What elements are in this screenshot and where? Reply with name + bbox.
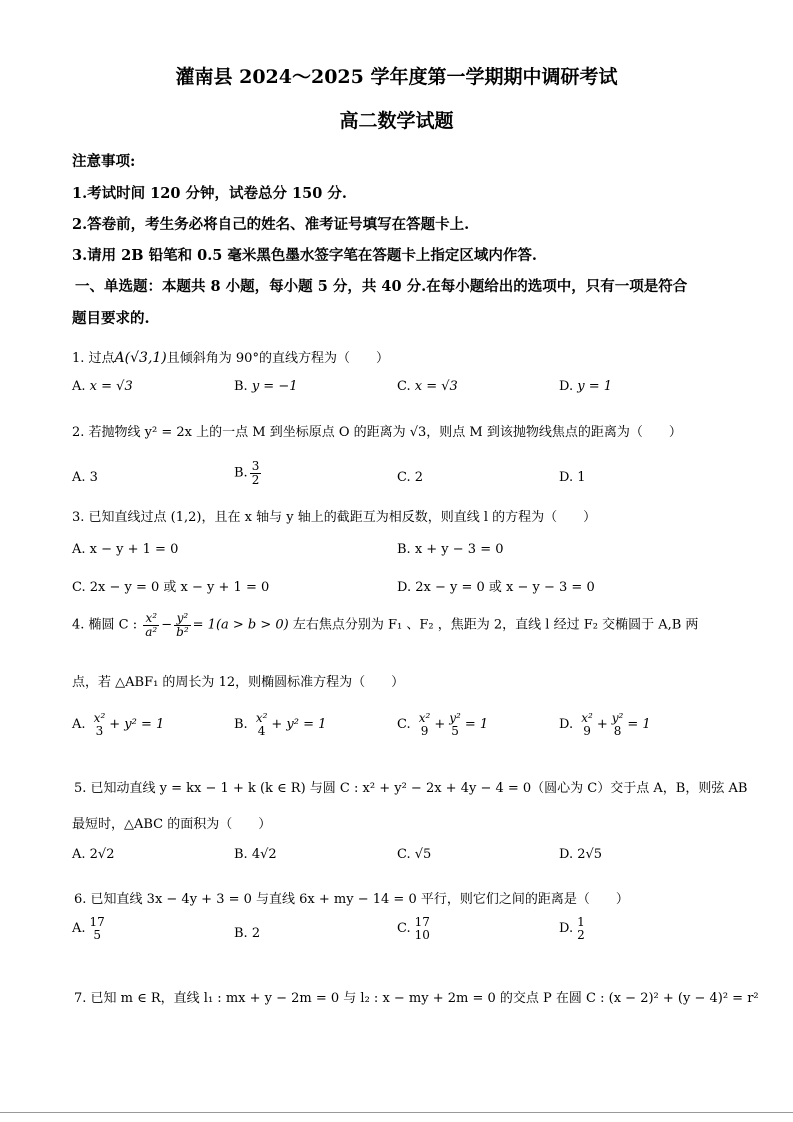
q1-number: 1. 过点 xyxy=(72,351,115,366)
question-3: 3. 已知直线过点 (1,2)，且在 x 轴与 y 轴上的截距互为相反数，则直线 l 的方程为（ ） xyxy=(72,510,597,525)
q4-option-b: B. x² 4 + y² = 1 xyxy=(234,711,327,738)
page-bottom-rule xyxy=(0,1112,793,1113)
notice-heading: 注意事项: xyxy=(72,153,136,170)
section-heading-line1: 一、单选题：本题共 8 小题，每小题 5 分，共 40 分.在每小题给出的选项中，只有一项是符合 xyxy=(75,278,688,295)
q6-option-b: B. 2 xyxy=(234,926,261,941)
q6-option-c: C. 17 10 xyxy=(397,915,430,942)
notice-item-3: 3.请用 2B 铅笔和 0.5 毫米黑色墨水签字笔在答题卡上指定区域内作答. xyxy=(72,247,537,264)
q6-option-d: D. 1 2 xyxy=(559,915,585,942)
q4-option-c: C. x² 9 + y² 5 = 1 xyxy=(397,711,489,738)
q2-option-d: D. 1 xyxy=(559,470,586,485)
q1-option-b: B. y = −1 xyxy=(234,379,298,394)
q1-option-c: C. x = √3 xyxy=(397,379,458,394)
q3-option-c: C. 2x − y = 0 或 x − y + 1 = 0 xyxy=(72,580,270,595)
q3-option-d: D. 2x − y = 0 或 x − y − 3 = 0 xyxy=(397,580,595,595)
question-1 xyxy=(72,347,389,366)
question-4-line2: 点，若 △ABF₁ 的周长为 12，则椭圆标准方程为（ ） xyxy=(72,675,405,690)
q6-option-a: A. 17 5 xyxy=(72,915,105,942)
q5-option-c: C. √5 xyxy=(397,847,432,862)
exam-subtitle: 高二数学试题 xyxy=(339,110,454,132)
notice-item-1: 1.考试时间 120 分钟，试卷总分 150 分. xyxy=(72,185,347,202)
q2-option-a: A. 3 xyxy=(72,470,98,485)
q5-option-d: D. 2√5 xyxy=(559,847,603,862)
exam-title: 灌南县 2024～2025 学年度第一学期期中调研考试 xyxy=(175,66,618,88)
q4-option-d: D. x² 9 + y² 8 = 1 xyxy=(559,711,651,738)
q2-option-b: B. $\frac{3}{2}$ xyxy=(234,459,260,487)
question-5-line2: 最短时，△ABC 的面积为（ ） xyxy=(72,817,272,832)
question-2: 2. 若抛物线 y² = 2x 上的一点 M 到坐标原点 O 的距离为 √3，则点 M 到该抛物线焦点的距离为（ ） xyxy=(72,425,682,440)
q5-option-b: B. 4√2 xyxy=(234,847,277,862)
question-4: 4. 椭圆 C : $\frac{\text{x²}}{\text{a²}}$ − $\frac{\text{y²}}{\text{b²}}$ = 1(a > b > 0) 左右焦点分别为 F₁ 、F₂ ，焦距为 2，直线 l 经过 F₂ 交椭圆于 A,B 两 xyxy=(72,611,699,639)
q1-text: 且倾斜角为 90°的直线方程为（ ） xyxy=(166,351,389,366)
q2-option-c: C. 2 xyxy=(397,470,424,485)
question-7: 7. 已知 m ∈ R，直线 l₁ : mx + y − 2m = 0 与 l₂ : x − my + 2m = 0 的交点 P 在圆 C : (x − 2)² + (y − 4)² = r² xyxy=(74,991,759,1006)
q3-option-a: A. x − y + 1 = 0 xyxy=(72,542,179,557)
question-6: 6. 已知直线 3x − 4y + 3 = 0 与直线 6x + my − 14 = 0 平行，则它们之间的距离是（ ） xyxy=(74,892,629,907)
section-heading-line2: 题目要求的. xyxy=(72,310,150,327)
q1-option-d: D. y = 1 xyxy=(559,379,613,394)
q1-point: A(√3,1) xyxy=(114,350,167,366)
q4-option-a: A. x² 3 + y² = 1 xyxy=(72,711,165,738)
notice-item-2: 2.答卷前，考生务必将自己的姓名、准考证号填写在答题卡上. xyxy=(72,216,470,233)
question-5: 5. 已知动直线 y = kx − 1 + k (k ∈ R) 与圆 C : x² + y² − 2x + 4y − 4 = 0（圆心为 C）交于点 A，B，则弦 AB xyxy=(74,781,748,796)
q1-option-a: A. x = √3 xyxy=(72,379,133,394)
q5-option-a: A. 2√2 xyxy=(72,847,115,862)
q3-option-b: B. x + y − 3 = 0 xyxy=(397,542,504,557)
